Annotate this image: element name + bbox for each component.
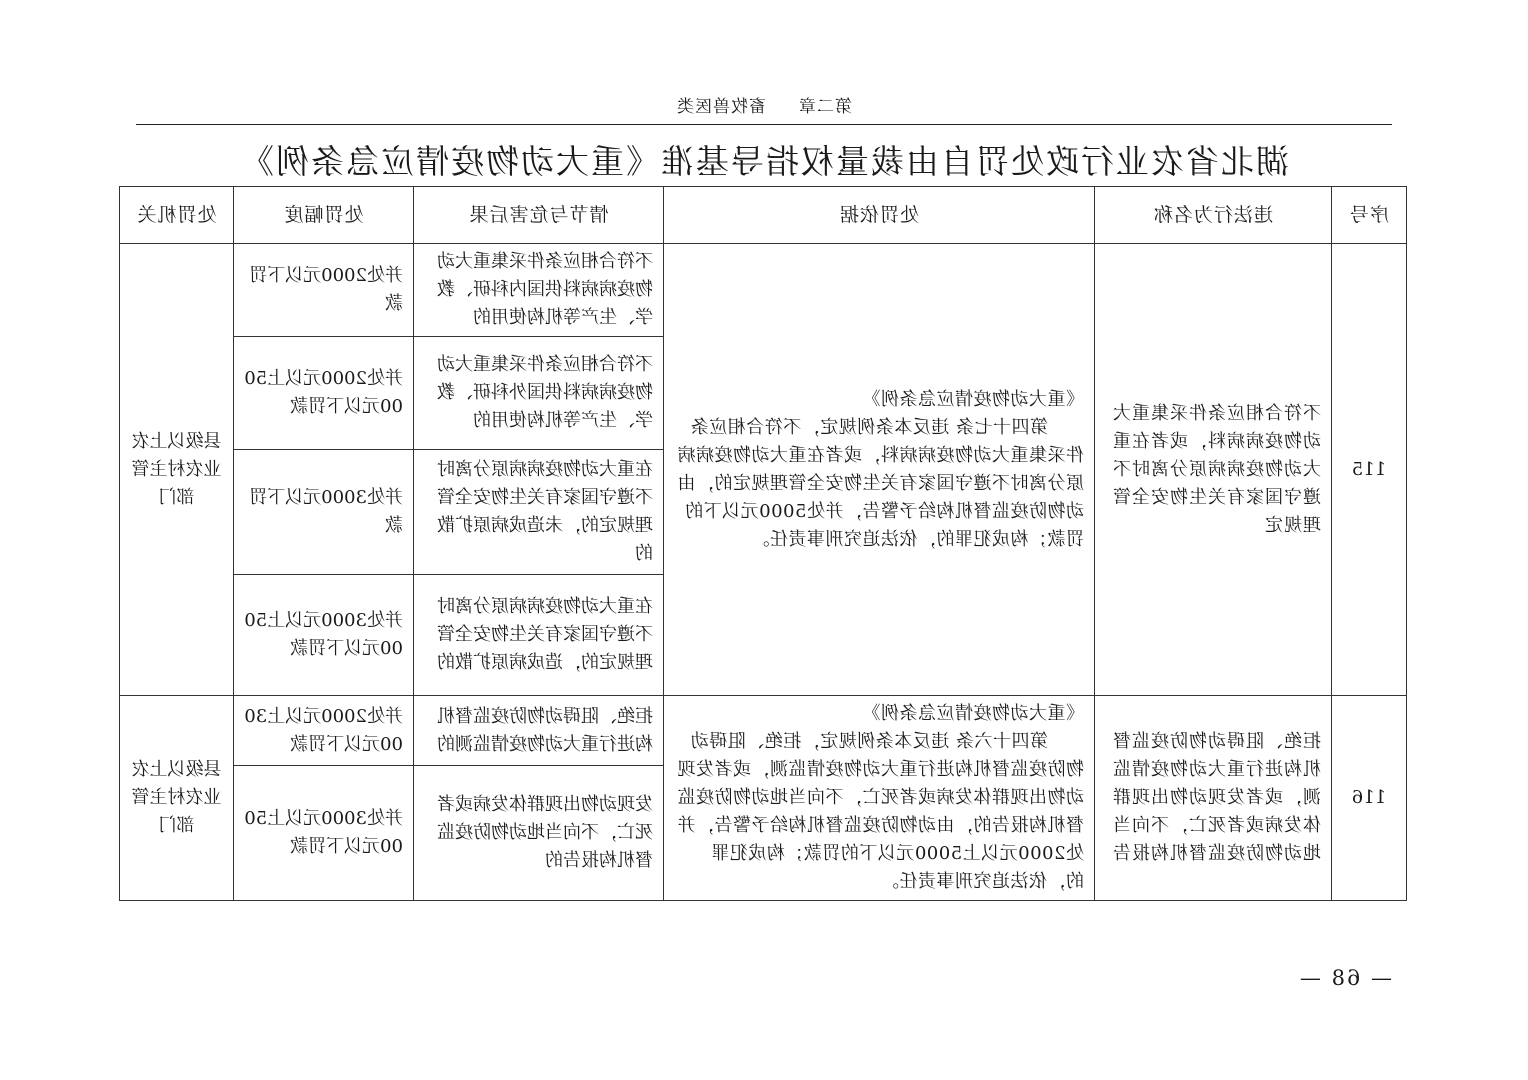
penalty-range-cell: 并处3000元以上5000元以下罚款 [234, 766, 414, 901]
circumstance-cell: 发现动物出现群体发病或者死亡，不向当地动物防疫监督机构报告的 [414, 766, 664, 901]
penalty-range-cell: 并处2000元以上5000元以下罚款 [234, 337, 414, 450]
circumstance-cell: 不符合相应条件采集重大动物疫病病料供国外科研、教学、生产等机构使用的 [414, 337, 664, 450]
circumstance-cell: 不符合相应条件采集重大动物疫病病料供国内科研、教学、生产等机构使用的 [414, 244, 664, 337]
basis-article: 第四十七条 违反本条例规定，不符合相应条件采集重大动物疫病病料，或者在重大动物疫病病原分离时不遵守国家有关生物安全管理规定的，由动物防疫监督机构给予警告，并处5000元以下的罚款；构成犯罪的，依法追究刑事责任。 [677, 416, 1084, 550]
category-label: 畜牧兽医类 [675, 97, 766, 117]
penalty-range-cell: 并处3000元以下罚款 [234, 450, 414, 575]
basis-article: 第四十六条 违反本条例规定，拒绝、阻碍动物防疫监督机构进行重大动物疫情监测，或者发现动物出现群体发病或者死亡，不向当地动物防疫监督机构报告的，由动物防疫监督机构给予警告，并处2000元以上5000元以下的罚款；构成犯罪的，依法追究刑事责任。 [677, 731, 1084, 892]
header-rule [136, 124, 1392, 125]
penalty-range-cell: 并处3000元以上5000元以下罚款 [234, 575, 414, 696]
running-header [0, 92, 1528, 117]
col-header-name: 违法行为名称 [1095, 187, 1332, 244]
col-header-authority: 处罚机关 [120, 187, 234, 244]
discretion-table [119, 186, 1407, 901]
basis-law-title: 《重大动物疫情应急条例》 [862, 703, 1084, 724]
circumstance-cell: 拒绝、阻碍动物防疫监督机构进行重大动物疫情监测的 [414, 696, 664, 766]
col-header-seq: 序号 [1332, 187, 1407, 244]
penalty-basis-cell [664, 244, 1095, 696]
violation-name-cell: 不符合相应条件采集重大动物疫病病料，或者在重大动物疫病病原分离时不遵守国家有关生物安全管理规定 [1095, 244, 1332, 696]
chapter-label: 第二章 [798, 97, 853, 117]
seq-cell: 115 [1332, 244, 1407, 696]
penalty-range-cell: 并处2000元以下罚款 [234, 244, 414, 337]
table-row [120, 696, 1407, 766]
authority-cell: 县级以上农业农村主管部门 [120, 244, 234, 696]
violation-name-cell: 拒绝、阻碍动物防疫监督机构进行重大动物疫情监测，或者发现动物出现群体发病或者死亡，不向当地动物防疫监督机构报告 [1095, 696, 1332, 901]
page-title: 湖北省农业行政处罚自由裁量权指导基准《重大动物疫情应急条例》 [239, 142, 1289, 181]
penalty-range-cell: 并处2000元以上3000元以下罚款 [234, 696, 414, 766]
penalty-basis-cell [664, 696, 1095, 901]
table-row [120, 244, 1407, 337]
basis-law-title: 《重大动物疫情应急条例》 [862, 388, 1084, 410]
circumstance-cell: 在重大动物疫病病原分离时不遵守国家有关生物安全管理规定的，未造成病原扩散的 [414, 450, 664, 575]
circumstance-cell: 在重大动物疫病病原分离时不遵守国家有关生物安全管理规定的，造成病原扩散的 [414, 575, 664, 696]
page-number: — 68 — [1297, 966, 1392, 990]
table-header-row [120, 187, 1407, 244]
seq-cell: 116 [1332, 696, 1407, 901]
col-header-circumstance: 情节与危害后果 [414, 187, 664, 244]
col-header-basis: 处罚依据 [664, 187, 1095, 244]
col-header-range: 处罚幅度 [234, 187, 414, 244]
authority-cell: 县级以上农业农村主管部门 [120, 696, 234, 901]
